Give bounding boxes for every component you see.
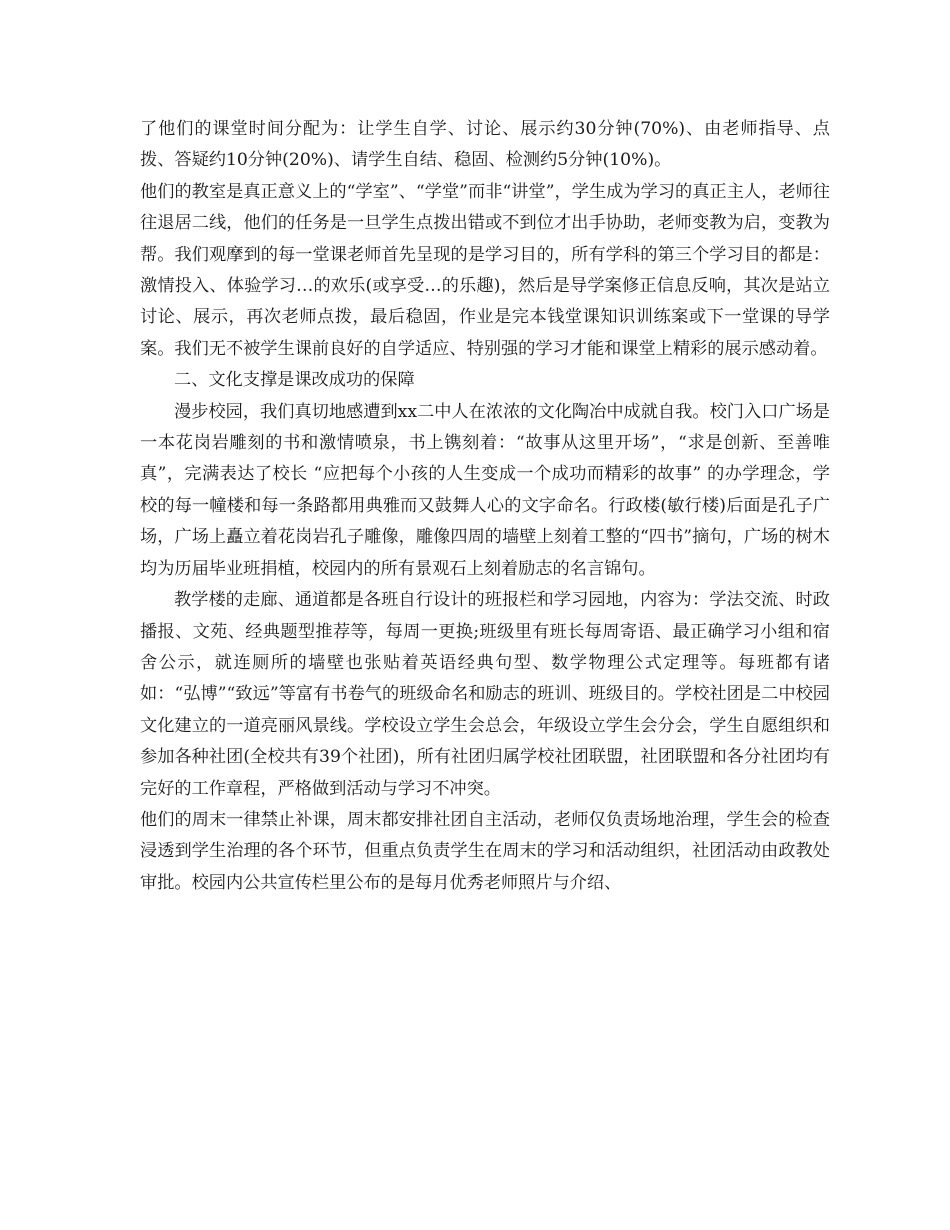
document-body <box>140 114 830 899</box>
section-heading: 二、文化支撑是课改成功的保障 <box>174 370 415 391</box>
paragraph: 了他们的课堂时间分配为：让学生自学、讨论、展示约30分钟(70%)、由老师指导、点拨、答疑约10分钟(20%)、请学生自结、稳固、检测约5分钟(10%)。 <box>140 119 830 171</box>
paragraph: 教学楼的走廊、通道都是各班自行设计的班报栏和学习园地，内容为：学法交流、时政播报、文苑、经典题型推荐等，每周一更换;班级里有班长每周寄语、最正确学习小组和宿舍公示，就连厕所的墙壁也张贴着英语经典句型、数学物理公式定理等。每班都有诸如：“弘博”“致远”等富有书卷气的班级命名和励志的班训、班级目的。学校社团是二中校园文化建立的一道亮丽风景线。学校设立学生会总会，年级设立学生会分会，学生自愿组织和参加各种社团(全校共有39个社团)，所有社团归属学校社团联盟，社团联盟和各分社团均有完好的工作章程，严格做到活动与学习不冲突。 <box>140 590 830 799</box>
paragraph: 他们的周末一律禁止补课，周末都安排社团自主活动，老师仅负责场地治理，学生会的检查浸透到学生治理的各个环节，但重点负责学生在周末的学习和活动组织，社团活动由政教处审批。校园内公共宣传栏里公布的是每月优秀老师照片与介绍、 <box>140 809 830 893</box>
paragraph: 他们的教室是真正意义上的“学室”、“学堂”而非“讲堂”，学生成为学习的真正主人，老师往往退居二线，他们的任务是一旦学生点拨出错或不到位才出手协助，老师变教为启，变教为帮。我们观摩到的每一堂课老师首先呈现的是学习目的，所有学科的第三个学习目的都是：激情投入、体验学习…的欢乐(或享受…的乐趣)，然后是导学案修正信息反响，其次是站立讨论、展示，再次老师点拨，最后稳固，作业是完本钱堂课知识训练案或下一堂课的导学案。我们无不被学生课前良好的自学适应、特别强的学习才能和课堂上精彩的展示感动着。 <box>140 181 830 359</box>
paragraph: 漫步校园，我们真切地感遭到xx二中人在浓浓的文化陶冶中成就自我。校门入口广场是一本花岗岩雕刻的书和激情喷泉，书上镌刻着：“故事从这里开场”，“求是创新、至善唯真”，完满表达了校长 “应把每个小孩的人生变成一个成功而精彩的故事” 的办学理念，学校的每一幢楼和每一条路都用典雅而又鼓舞人心的文字命名。行政楼(敏行楼)后面是孔子广场，广场上矗立着花岗岩孔子雕像，雕像四周的墙壁上刻着工整的“四书”摘句，广场的树木均为历届毕业班捐植，校园内的所有景观石上刻着励志的名言锦句。 <box>140 401 830 579</box>
